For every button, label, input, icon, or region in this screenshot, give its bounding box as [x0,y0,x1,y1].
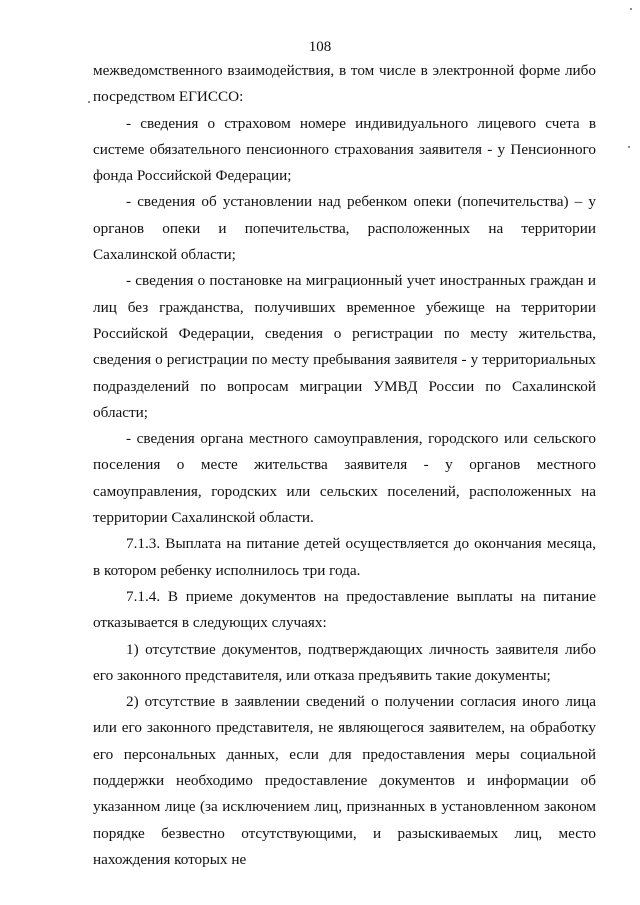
paragraph-refusal-reason-1: 1) отсутствие документов, подтверждающих личность заявителя либо его законного представителя, или отказа предъявить такие документы; [93,640,596,684]
paragraph-pension-info: - сведения о страховом номере индивидуального лицевого счета в системе обязательного пенсионного страхования заявителя - у Пенсионного фонда Российской Федерации; [93,114,596,185]
page-number: 108 [308,39,332,55]
paragraph-intro: межведомственного взаимодействия, в том числе в электронной форме либо посредством ЕГИССО: [93,62,596,106]
paragraph-7-1-3: 7.1.3. Выплата на питание детей осуществляется до окончания месяца, в котором ребенку исполнилось три года. [93,535,596,579]
scan-speck [630,8,632,10]
scan-speck [88,101,90,103]
paragraph-refusal-reason-2: 2) отсутствие в заявлении сведений о получении согласия иного лица или его законного представителя, не являющегося заявителем, на обработку его персональных данных, если для предоставления меры социальной поддержки необходимо предоставление документов и информации об указанном лице (за исключением лиц, признанных в установленном законом порядке безвестно отсутствующими, и разыскиваемых лиц, место нахождения которых не [93,693,596,868]
paragraph-guardianship-info: - сведения об установлении над ребенком опеки (попечительства) – у органов опеки и попечительства, расположенных на территории Сахалинской области; [93,193,596,264]
paragraph-local-government-info: - сведения органа местного самоуправления, городского или сельского поселения о месте жительства заявителя - у органов местного самоуправления, городских или сельских поселений, расположенных на территории Сахалинской области. [93,430,596,527]
paragraph-migration-info: - сведения о постановке на миграционный учет иностранных граждан и лиц без гражданства, получивших временное убежище на территории Российской Федерации, сведения о регистрации по месту жительства, сведения о регистрации по месту пребывания заявителя - у территориальных подразделений по вопросам миграции УМВД России по Сахалинской области; [93,272,596,421]
document-body [93,58,596,873]
paragraph-7-1-4: 7.1.4. В приеме документов на предоставление выплаты на питание отказывается в следующих случаях: [93,587,596,632]
scan-speck [628,146,630,148]
